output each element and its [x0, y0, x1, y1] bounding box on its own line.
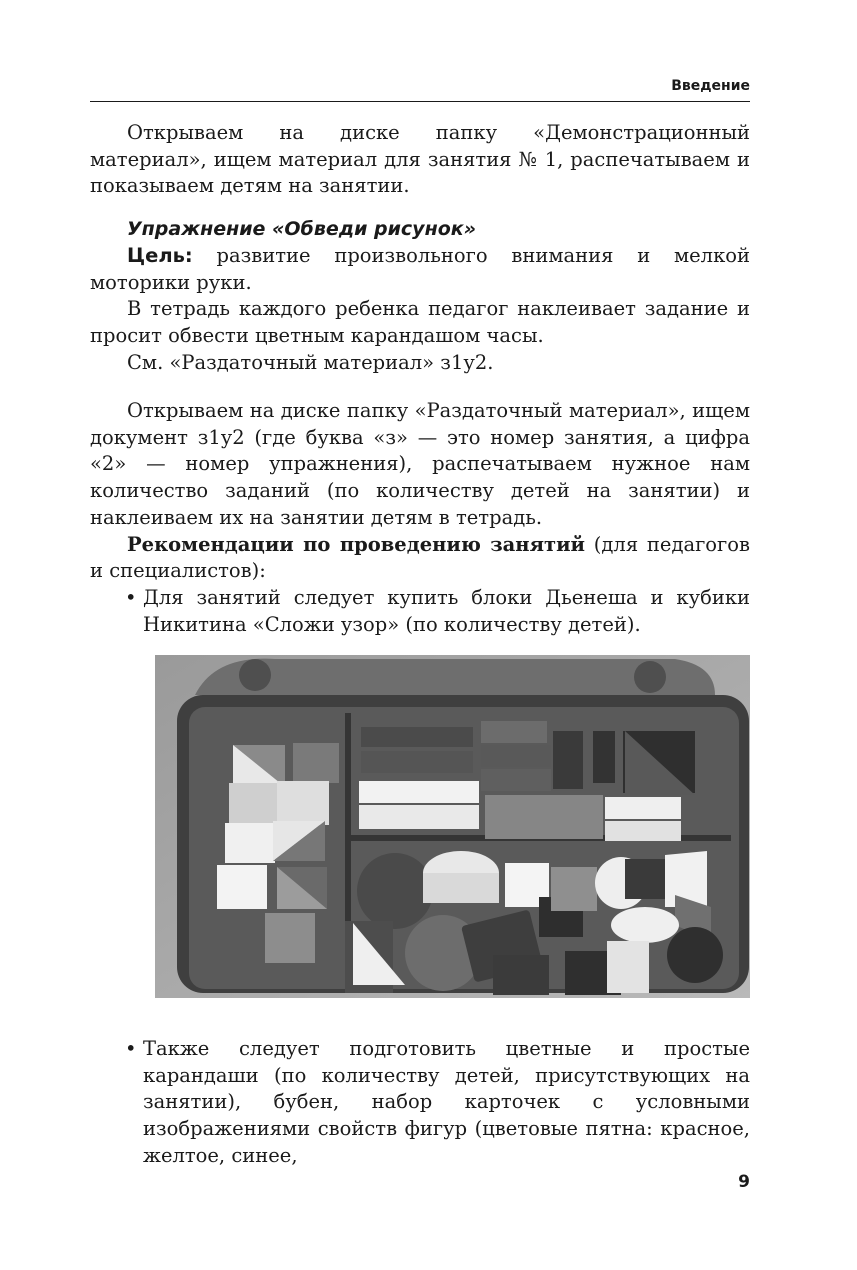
- photo-blocks-box: [155, 655, 750, 998]
- text-block-middle: [90, 398, 750, 638]
- paragraph-open-handout-folder: Открываем на диске папку «Раздаточный материал», ищем документ з1у2 (где буква «з» — это номер занятия, а цифра «2» — номер упражнения), распечатываем нужное нам количество заданий (по количеству детей на занятии) и наклеиваем их на занятии детям в тетрадь.: [90, 399, 750, 529]
- running-header: Введение: [671, 78, 750, 94]
- bullet-item: [90, 585, 750, 638]
- exercise-heading: Упражнение «Обведи рисунок»: [127, 218, 476, 241]
- header-rule: [90, 101, 750, 102]
- page-number: 9: [738, 1172, 750, 1192]
- paragraph-goal: [90, 243, 750, 296]
- paragraph-open-demo-folder: Открываем на диске папку «Демонстрационный материал», ищем материал для занятия № 1, распечатываем и показываем детям на занятии.: [90, 121, 750, 198]
- recommendations-label: Рекомендации по проведению занятий: [127, 532, 585, 556]
- paragraph-recommendations: [90, 532, 750, 585]
- bullet-item: [90, 1036, 750, 1170]
- recommendations-text: (для педагогов и специалистов):: [90, 532, 750, 583]
- paragraph-reference: См. «Раздаточный материал» з1у2.: [127, 350, 494, 374]
- text-block-top: [90, 120, 750, 376]
- bullet-text: Также следует подготовить цветные и простые карандаши (по количеству детей, присутствующих на занятии), бубен, набор карточек с условными изображениями свойств фигур (цветовые пятна: красное, желтое, синее,: [143, 1037, 750, 1167]
- text-block-bottom: [90, 1036, 750, 1170]
- bullet-text: Для занятий следует купить блоки Дьенеша и кубики Никитина «Сложи узор» (по количеству детей).: [143, 585, 750, 636]
- bullet-icon: •: [125, 1037, 137, 1060]
- goal-text: развитие произвольного внимания и мелкой моторики руки.: [90, 243, 750, 294]
- bullet-icon: •: [125, 585, 137, 609]
- paragraph-instruction: В тетрадь каждого ребенка педагог наклеивает задание и просит обвести цветным карандашом часы.: [90, 297, 750, 347]
- goal-label: Цель:: [127, 243, 193, 267]
